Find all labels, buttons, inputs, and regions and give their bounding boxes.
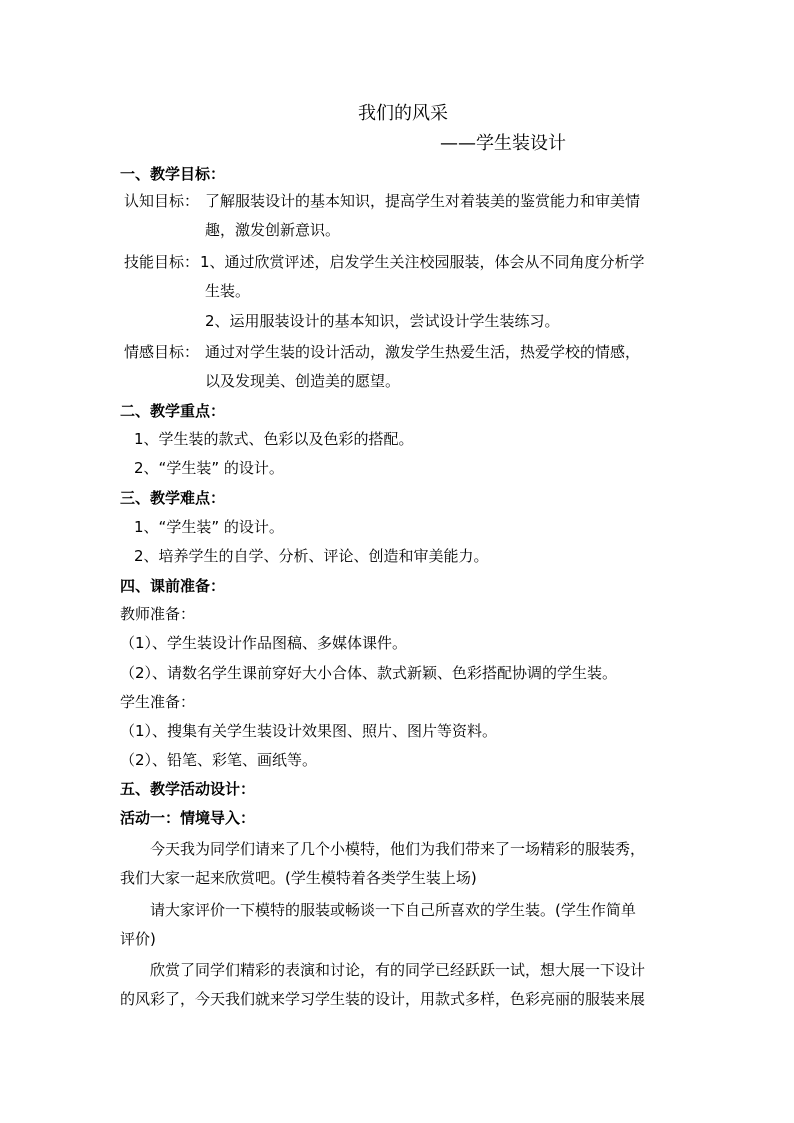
paragraph-1-line-1: 今天我为同学们请来了几个小模特，他们为我们带来了一场精彩的服装秀， xyxy=(150,840,646,858)
key-point-1: 1、学生装的款式、色彩以及色彩的搭配。 xyxy=(134,430,414,448)
paragraph-2-line-1: 请大家评价一下模特的服装或畅谈一下自己所喜欢的学生装。(学生作简单 xyxy=(150,901,636,919)
teacher-prep-label: 教师准备： xyxy=(120,605,196,623)
document-title: 我们的风采 xyxy=(358,103,448,124)
emotion-text-2: 以及发现美、创造美的愿望。 xyxy=(205,372,401,390)
teacher-prep-1: （1）、学生装设计作品图稿、多媒体课件。 xyxy=(120,634,408,652)
section-heading-key-points: 二、教学重点： xyxy=(120,402,226,420)
teacher-prep-2: （2）、请数名学生课前穿好大小合体、款式新颖、色彩搭配协调的学生装。 xyxy=(120,664,618,682)
student-prep-label: 学生准备： xyxy=(120,693,196,711)
student-prep-2: （2）、铅笔、彩笔、画纸等。 xyxy=(120,751,318,769)
emotion-label: 情感目标： xyxy=(124,343,200,361)
activity-1-heading: 活动一：情境导入： xyxy=(120,809,256,827)
cognitive-label: 认知目标： xyxy=(124,192,200,210)
key-point-2: 2、“学生装” 的设计。 xyxy=(134,459,284,477)
skill-text-3: 2、运用服装设计的基本知识，尝试设计学生装练习。 xyxy=(205,312,560,330)
paragraph-1-line-2: 我们大家一起来欣赏吧。(学生模特着各类学生装上场) xyxy=(120,869,477,887)
cognitive-text-2: 趣，激发创新意识。 xyxy=(205,221,341,239)
paragraph-3-line-1: 欣赏了同学们精彩的表演和讨论，有的同学已经跃跃一试，想大展一下设计 xyxy=(150,961,646,979)
section-heading-activities: 五、教学活动设计： xyxy=(120,780,256,798)
emotion-text-1: 通过对学生装的设计活动，激发学生热爱生活，热爱学校的情感， xyxy=(205,343,641,361)
student-prep-1: （1）、搜集有关学生装设计效果图、照片、图片等资料。 xyxy=(120,722,498,740)
difficulty-1: 1、“学生装” 的设计。 xyxy=(134,518,284,536)
skill-text-2: 生装。 xyxy=(205,282,251,300)
cognitive-text-1: 了解服装设计的基本知识，提高学生对着装美的鉴赏能力和审美情 xyxy=(205,192,641,210)
paragraph-3-line-2: 的风彩了，今天我们就来学习学生装的设计，用款式多样，色彩亮丽的服装来展 xyxy=(120,990,646,1008)
difficulty-2: 2、培养学生的自学、分析、评论、创造和审美能力。 xyxy=(134,547,489,565)
section-heading-objectives: 一、教学目标： xyxy=(120,165,226,183)
paragraph-2-line-2: 评价) xyxy=(120,930,156,948)
section-heading-difficulties: 三、教学难点： xyxy=(120,489,226,507)
document-subtitle: ——学生装设计 xyxy=(440,133,566,154)
skill-label: 技能目标： xyxy=(124,253,200,271)
section-heading-preparation: 四、课前准备： xyxy=(120,577,226,595)
skill-text-1: 1、通过欣赏评述，启发学生关注校园服装，体会从不同角度分析学 xyxy=(200,253,645,271)
